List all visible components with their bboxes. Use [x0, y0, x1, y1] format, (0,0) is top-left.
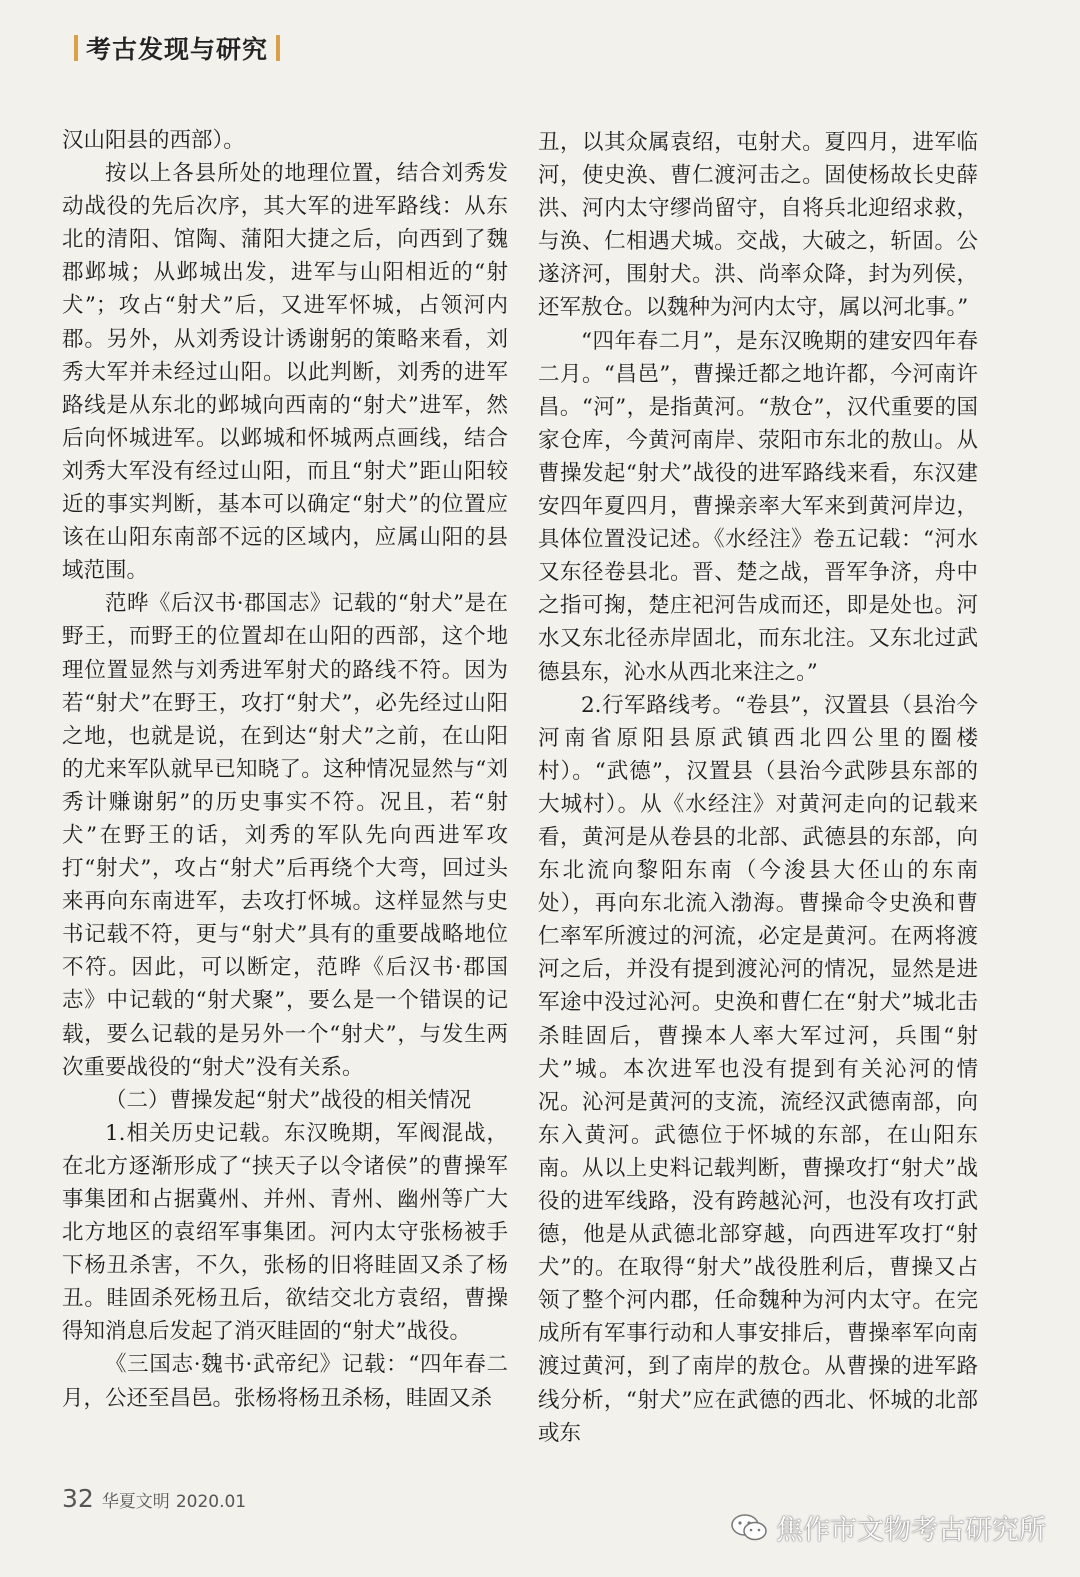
watermark-account-name: 焦作市文物考古研究所 [776, 1515, 1046, 1546]
wechat-icon [730, 1513, 768, 1543]
left-column [62, 124, 508, 1415]
header-right-bar [276, 35, 280, 61]
section-title: 考古发现与研究 [86, 35, 269, 64]
publication-name: 华夏文明 [101, 1492, 170, 1512]
section-header [74, 30, 280, 66]
paragraph: 《三国志·魏书·武帝纪》记载：“四年春二月，公还至昌邑。张杨将杨丑杀杨，眭固又杀 [62, 1352, 508, 1411]
wechat-watermark [730, 1508, 1046, 1547]
paragraph: “四年春二月”，是东汉晚期的建安四年春二月。“昌邑”，曹操迁都之地许都，今河南许昌。“河”，是指黄河。“敖仓”，汉代重要的国家仓库，今黄河南岸、荥阳市东北的敖山。从曹操发起“射犬”战役的进军路线来看，东汉建安四年夏四月，曹操亲率大军来到黄河岸边，具体位置没记述。《水经注》卷五记载：“河水又东径卷县北。晋、楚之战，晋军争济，舟中之指可掬，楚庄祀河告成而还，即是处也。河水又东北径赤岸固北，而东北注。又东北过武德县东，沁水从西北来注之。” [538, 328, 978, 685]
page-footer [62, 1484, 246, 1513]
paragraph: 按以上各县所处的地理位置，结合刘秀发动战役的先后次序，其大军的进军路线：从东北的清阳、馆陶、蒲阳大捷之后，向西到了魏郡邺城；从邺城出发，进军与山阳相近的“射犬”；攻占“射犬”后，又进军怀城，占领河内郡。另外，从刘秀设计诱谢躬的策略来看，刘秀大军并未经过山阳。以此判断，刘秀的进军路线是从东北的邺城向西南的“射犬”进军，然后向怀城进军。以邺城和怀城两点画线，结合刘秀大军没有经过山阳，而且“射犬”距山阳较近的事实判断，基本可以确定“射犬”的位置应该在山阳东南部不远的区域内，应属山阳的县域范围。 [62, 161, 508, 584]
paragraph: 2.行军路线考。“卷县”，汉置县（县治今河南省原阳县原武镇西北四公里的圈楼村）。“武德”，汉置县（县治今武陟县东部的大城村）。从《水经注》对黄河走向的记载来看，黄河是从卷县的北部、武德县的东部，向东北流向黎阳东南（今浚县大伾山的东南处），再向东北流入渤海。曹操命令史涣和曹仁率军所渡过的河流，必定是黄河。在两将渡河之后，并没有提到渡沁河的情况，显然是进军途中没过沁河。史涣和曹仁在“射犬”城北击杀眭固后，曹操本人率大军过河，兵围“射犬”城。本次进军也没有提到有关沁河的情况。沁河是黄河的支流，流经汉武德南部，向东入黄河。武德位于怀城的东部，在山阳东南。从以上史料记载判断，曹操攻打“射犬”战役的进军线路，没有跨越沁河，也没有攻打武德，他是从武德北部穿越，向西进军攻打“射犬”的。在取得“射犬”战役胜利后，曹操又占领了整个河内郡，任命魏种为河内太守。在完成所有军事行动和人事安排后，曹操率军向南渡过黄河，到了南岸的敖仓。从曹操的进军路线分析，“射犬”应在武德的西北、怀城的北部或东 [538, 692, 978, 1446]
paragraph: 1.相关历史记载。东汉晚期，军阀混战，在北方逐渐形成了“挟天子以令诸侯”的曹操军事集团和占据冀州、并州、青州、幽州等广大北方地区的袁绍军事集团。河内太守张杨被手下杨丑杀害，不久，张杨的旧将眭固又杀了杨丑。眭固杀死杨丑后，欲结交北方袁绍，曹操得知消息后发起了消灭眭固的“射犬”战役。 [62, 1120, 508, 1345]
right-column [538, 126, 978, 1450]
page-number: 32 [62, 1484, 94, 1513]
paragraph: 范晔《后汉书·郡国志》记载的“射犬”是在野王，而野王的位置却在山阳的西部，这个地理位置显然与刘秀进军射犬的路线不符。因为若“射犬”在野王，攻打“射犬”，必先经过山阳之地，也就是说，在到达“射犬”之前，在山阳的尤来军队就早已知晓了。这种情况显然与“刘秀计赚谢躬”的历史事实不符。况且，若“射犬”在野王的话，刘秀的军队先向西进军攻打“射犬”，攻占“射犬”后再绕个大弯，回过头来再向东南进军，去攻打怀城。这样显然与史书记载不符，更与“射犬”具有的重要战略地位不符。因此，可以断定，范晔《后汉书·郡国志》中记载的“射犬聚”，要么是一个错误的记载，要么记载的是另外一个“射犬”，与发生两次重要战役的“射犬”没有关系。 [62, 591, 508, 1080]
paragraph: 丑，以其众属袁绍，屯射犬。夏四月，进军临河，使史涣、曹仁渡河击之。固使杨故长史薛洪、河内太守缪尚留守，自将兵北迎绍求救，与涣、仁相遇犬城。交战，大破之，斩固。公遂济河，围射犬。洪、尚率众降，封为列侯，还军敖仓。以魏种为河内太守，属以河北事。” [538, 130, 978, 321]
paragraph: 汉山阳县的西部）。 [62, 128, 245, 153]
issue-date: 2020.01 [175, 1492, 247, 1512]
header-left-bar [74, 35, 78, 61]
section-subheading: （二）曹操发起“射犬”战役的相关情况 [105, 1087, 471, 1113]
